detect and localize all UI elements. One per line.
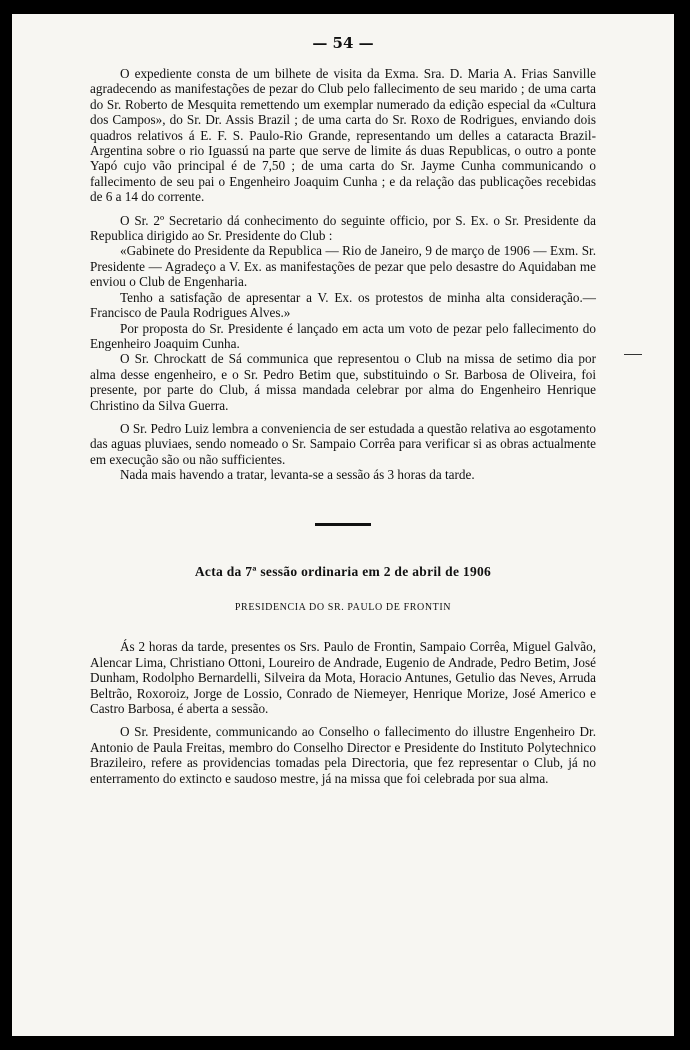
paragraph-closing: Nada mais havendo a tratar, levanta-se a sessão ás 3 horas da tarde.: [120, 467, 475, 483]
page-content: [90, 66, 596, 786]
presidency-heading: PRESIDENCIA DO SR. PAULO DE FRONTIN: [234, 601, 452, 613]
paragraph-proposta: Por proposta do Sr. Presidente é lançado em acta um voto de pezar pelo fallecimento do Engenheiro Joaquim Cunha.: [90, 320, 596, 351]
page-number: — 54 —: [312, 34, 374, 52]
paragraph-presidente: O Sr. Presidente, communicando ao Conselho o fallecimento do illustre Engenheiro Dr. Antonio de Paula Freitas, membro do Conselho Director e Presidente do Instituto Polytechnico Brazileiro, refere as providencias tomadas pela Directoria, que fez representar o Club, já no enterramento do extincto e saudoso mestre, já na missa que foi celebrada por sua alma.: [90, 724, 596, 786]
paragraph-secretario: O Sr. 2º Secretario dá conhecimento do seguinte officio, por S. Ex. o Sr. Presidente da Republica dirigido ao Sr. Presidente do Club :: [90, 212, 596, 244]
paragraph-consideracao: Tenho a satisfação de apresentar a V. Ex. os protestos de minha alta consideração.—Francisco de Paula Rodrigues Alves.»: [90, 289, 596, 321]
document-page: [12, 14, 674, 1036]
margin-mark: [624, 354, 642, 355]
section-divider: [315, 523, 371, 526]
paragraph-attendance: Ás 2 horas da tarde, presentes os Srs. Paulo de Frontin, Sampaio Corrêa, Miguel Galvão, Alencar Lima, Christiano Ottoni, Loureiro de Andrade, Eugenio de Andrade, Pedro Betim, José Dunham, Rodolpho Bernardelli, Silveira da Mota, Horacio Antunes, Getulio das Neves, Arruda Beltrão, Roxoroiz, Jorge de Lossio, Conrado de Niemeyer, Henrique Morize, José Americo e Castro Barbosa, é aberta a sessão.: [90, 639, 596, 716]
paragraph-expediente: O expediente consta de um bilhete de visita da Exma. Sra. D. Maria A. Frias Sanville agradecendo as manifestações de pezar do Club pelo fallecimento de seu marido ; de uma carta do Sr. Roberto de Mesquita remettendo um exemplar numerado da edição especial da «Cultura dos Campos», do Sr. Dr. Assis Brazil ; de uma carta do Sr. Roxo de Rodrigues, enviando dois quadros relativos á E. F. S. Paulo-Rio Grande, representando um delles a cataracta Brazil-Argentina sobre o rio Iguassú na parte que serve de limite ás duas Republicas, o outro a ponte Yapó cujo vão principal é de 7,50 ; de uma carta do Sr. Jayme Cunha communicando o fallecimento de seu pai o Engenheiro Joaquim Cunha ; e da relação das publicações recebidas de 6 a 14 do corrente.: [90, 66, 596, 205]
section-title: Acta da 7ª sessão ordinaria em 2 de abril de 1906: [194, 563, 492, 579]
paragraph-chrockatt: O Sr. Chrockatt de Sá communica que representou o Club na missa de setimo dia por alma desse engenheiro, e o Sr. Pedro Betim que, substituindo o Sr. Barbosa de Oliveira, foi presente, por parte do Club, á missa mandada celebrar por alma do Engenheiro Henrique Christino da Silva Guerra.: [90, 351, 596, 413]
paragraph-gabinete: «Gabinete do Presidente da Republica — Rio de Janeiro, 9 de março de 1906 — Exm. Sr. Presidente — Agradeço a V. Ex. as manifestações de pezar que pelo desastre do Aquidaban me enviou o Club de Engenharia.: [90, 243, 596, 290]
paragraph-pedro-luiz: O Sr. Pedro Luiz lembra a conveniencia de ser estudada a questão relativa ao esgotamento das aguas pluviaes, sendo nomeado o Sr. Sampaio Corrêa para verificar si as obras actualmente em execução são ou não sufficientes.: [90, 420, 596, 467]
